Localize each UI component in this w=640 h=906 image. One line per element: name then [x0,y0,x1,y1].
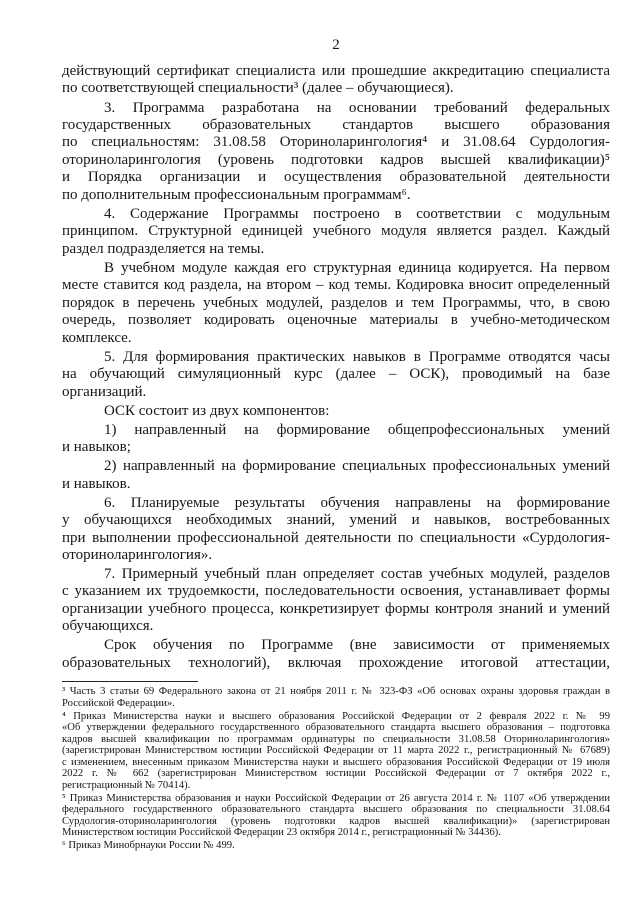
footnote-4 [62,711,610,792]
text-line: оториноларингология». [62,546,213,563]
paragraph-coding [62,260,610,347]
text-line: раздел подразделяется на темы. [62,240,265,257]
paragraph-study-term [62,637,610,672]
list-item-component-1 [62,422,610,457]
text-line: организаций. [62,383,147,400]
text-line: Срок обучения по Программе (вне зависимости от применяемых [104,637,610,654]
footnote-6 [62,840,610,852]
paragraph-osk-components [62,403,610,420]
text-line: 5. Для формирования практических навыков в Программе отводятся часы [104,348,610,365]
text-line: и навыков; [62,439,131,456]
paragraph-item-6 [62,495,610,565]
text-line: 3. Программа разработана на основании требований федеральных [104,99,610,116]
footnote-line: Сурдология-оториноларингология (уровень подготовки кадров высшей квалификации)» (зарегистрирован [62,815,610,827]
text-line: 4. Содержание Программы построено в соответствии с модульным [104,205,610,222]
text-line: по специальностям: 31.08.58 Оториноларингология⁴ и 31.08.64 Сурдология- [62,134,610,151]
footnote-line: с изменением, внесенным приказом Министерства науки и высшего образования Российской Федерации от 19 июля [62,756,610,768]
text-line: обучающихся. [62,618,154,635]
text-line: 1) направленный на формирование общепрофессиональных умений [104,421,610,438]
text-line: В учебном модуле каждая его структурная единица кодируется. На первом [104,259,610,276]
text-line: с указанием их трудоемкости, последовательности освоения, устанавливает формы [62,583,610,600]
text-line: порядок в перечень учебных модулей, разделов и тем Программы, что, в свою [62,294,610,311]
text-line: очередь, позволяет кодировать оценочные материалы в учебно-методическом [62,312,610,329]
text-line: и Порядка организации и осуществления образовательной деятельности [62,169,610,186]
text-line: комплексе. [62,329,132,346]
footnote-line: ⁴ Приказ Министерства науки и высшего образования Российской Федерации от 2 февраля 2022 г. № 99 [62,710,610,722]
footnote-line: «Об утверждении федерального государственного образовательного стандарта высшего образования – подготовка [62,722,610,734]
text-line: 6. Планируемые результаты обучения направлены на формирование [104,494,610,511]
list-item-component-2 [62,458,610,493]
paragraph-item-7 [62,566,610,636]
text-line: государственных образовательных стандартов высшего образования [62,116,610,133]
footnote-5 [62,793,610,839]
footnote-line: регистрационный № 70414). [62,779,191,791]
text-line: при выполнении профессиональной деятельности по специальности «Сурдология- [62,529,610,546]
paragraph-item-5 [62,349,610,401]
footnote-line: ⁵ Приказ Министерства образования и науки Российской Федерации от 26 августа 2014 г. № 1107 «Об утверждении [62,792,610,804]
footnote-3 [62,686,610,709]
text-line: и навыков. [62,475,131,492]
paragraph-continuation [62,63,610,98]
paragraph-item-3 [62,100,610,205]
footnote-line: ³ Часть 3 статьи 69 Федерального закона от 21 ноября 2011 г. № 323-ФЗ «Об основах охраны здоровья граждан в [62,686,610,697]
footnote-line: Российской Федерации». [62,697,175,709]
text-line: принципом. Структурной единицей учебного модуля является раздел. Каждый [62,223,610,240]
footnote-line: федерального государственного образовательного стандарта высшего образования по специальности 31.08.64 [62,804,610,816]
text-line: по дополнительным профессиональным программам⁶. [62,186,411,203]
text-line: 2) направленный на формирование специальных профессиональных умений [104,458,610,475]
footnote-line: ⁶ Приказ Минобрнауки России № 499. [62,840,235,852]
page-number: 2 [332,37,340,53]
text-line: образовательных технологий), включая прохождение итоговой аттестации, [62,654,610,671]
text-line: месте ставится код раздела, на втором – код темы. Кодировка вносит определенный [62,277,610,294]
paragraph-item-4 [62,206,610,258]
text-line: у обучающихся необходимых знаний, умений и навыков, востребованных [62,512,610,529]
text-line: организации учебного процесса, конкретизирует формы контроля знаний и умений [62,600,610,617]
footnotes [62,686,610,852]
text-line: оториноларингология (уровень подготовки кадров высшей квалификации)⁵ [62,151,610,168]
text-line: на обучающий симуляционный курс (далее – ОСК), проводимый на базе [62,366,610,383]
footnote-line: кадров высшей квалификации по программам ординатуры по специальности 31.08.58 Оториноларингология» [62,733,610,745]
text-line: действующий сертификат специалиста или прошедшие аккредитацию специалиста [62,63,610,79]
footnote-line: Министерством юстиции Российской Федерации 23 октября 2014 г., регистрационный № 34436). [62,827,501,839]
text-line: по соответствующей специальности³ (далее – обучающиеся). [62,80,454,97]
footnote-separator [62,681,198,682]
document-body [62,63,610,672]
text-line: ОСК состоит из двух компонентов: [104,402,330,419]
text-line: 7. Примерный учебный план определяет состав учебных модулей, разделов [104,566,610,583]
footnote-line: 2022 г. № 662 (зарегистрирован Министерством юстиции Российской Федерации от 7 октября 2022 г., [62,768,610,780]
footnote-line: (зарегистрирован Министерством юстиции Российской Федерации от 11 марта 2022 г., регистрационный № 67689) [62,745,610,757]
